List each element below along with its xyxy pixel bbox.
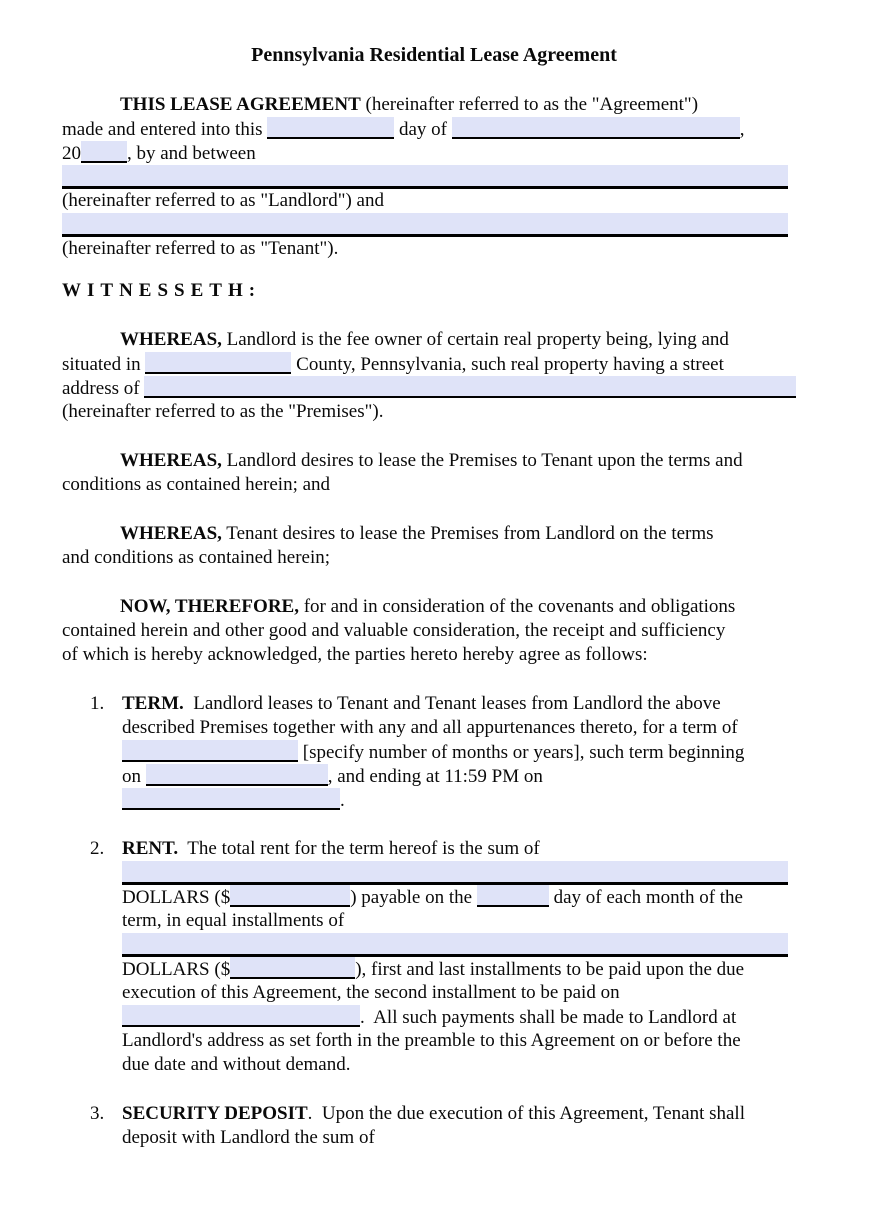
section-item-security-deposit: [62, 1102, 806, 1150]
text-run: (hereinafter referred to as "Tenant").: [62, 238, 339, 259]
text-run: situated in: [62, 354, 146, 375]
text-run: DOLLARS ($: [122, 959, 231, 980]
text-line: [62, 522, 806, 546]
text-run: on: [122, 766, 146, 787]
text-run: , and ending at 11:59 PM on: [327, 766, 543, 787]
item-number: 1.: [90, 693, 105, 714]
text-run: made and entered into this: [62, 119, 268, 140]
text-run: for and in consideration of the covenants and obligations: [298, 596, 736, 617]
text-line: [62, 213, 806, 237]
text-line: [122, 909, 806, 933]
text-run: THIS LEASE AGREEMENT: [120, 94, 361, 115]
text-line: [62, 400, 806, 424]
text-line: [62, 93, 806, 117]
text-run: SECURITY DEPOSIT: [122, 1103, 308, 1124]
text-line: [122, 1126, 806, 1150]
text-run: [specify number of months or years], such term beginning: [298, 742, 745, 763]
text-line: [122, 764, 806, 788]
text-run: of which is hereby acknowledged, the parties hereto hereby agree as follows:: [62, 644, 648, 665]
text-run: Landlord's address as set forth in the preamble to this Agreement on or before the: [122, 1030, 741, 1051]
paragraph-preamble: [62, 93, 806, 261]
text-line: [122, 1053, 806, 1077]
text-line: [62, 595, 806, 619]
text-run: day of: [394, 119, 452, 140]
text-run: contained herein and other good and valuable consideration, the receipt and sufficiency: [62, 620, 726, 641]
text-line: [122, 788, 806, 812]
fill-blank-field[interactable]: [230, 885, 350, 907]
text-line: [122, 957, 806, 981]
paragraph-whereas-tenant: [62, 522, 806, 570]
text-line: [62, 546, 806, 570]
text-run: . All such payments shall be made to Landlord at: [360, 1007, 737, 1028]
text-run: WHEREAS,: [120, 329, 222, 350]
text-line: [62, 376, 806, 400]
item-body: [122, 1102, 806, 1150]
item-body: [122, 692, 806, 812]
text-line: [62, 643, 806, 667]
fill-blank-field[interactable]: [144, 376, 796, 398]
item-body: [122, 837, 806, 1077]
text-run: deposit with Landlord the sum of: [122, 1127, 375, 1148]
text-line: [62, 449, 806, 473]
text-line: [62, 619, 806, 643]
item-number: 3.: [90, 1103, 105, 1124]
paragraph-whereas-owner: [62, 328, 806, 424]
text-run: ) payable on the: [350, 887, 477, 908]
text-run: , by and between: [127, 143, 256, 164]
text-run: Landlord is the fee owner of certain real property being, lying and: [221, 329, 729, 350]
text-line: [62, 117, 806, 141]
section-item-rent: [62, 837, 806, 1077]
text-run: .: [340, 790, 345, 811]
text-line: [122, 837, 806, 861]
text-line: [62, 352, 806, 376]
text-run: ), first and last installments to be paid upon the due: [355, 959, 745, 980]
paragraph-now-therefore: [62, 595, 806, 667]
text-line: [62, 328, 806, 352]
text-run: WHEREAS,: [120, 523, 222, 544]
text-run: (hereinafter referred to as "Landlord") and: [62, 190, 384, 211]
text-run: County, Pennsylvania, such real property having a street: [291, 354, 724, 375]
text-line: [122, 933, 806, 957]
fill-blank-field[interactable]: [230, 957, 355, 979]
fill-blank-field[interactable]: [145, 352, 291, 374]
section-item-term: [62, 692, 806, 812]
fill-blank-line[interactable]: [122, 933, 788, 957]
text-run: execution of this Agreement, the second installment to be paid on: [122, 982, 620, 1003]
text-line: [122, 861, 806, 885]
text-line: [62, 189, 806, 213]
text-run: address of: [62, 378, 145, 399]
fill-blank-line[interactable]: [62, 213, 788, 237]
text-run: and conditions as contained herein;: [62, 547, 331, 568]
text-run: (hereinafter referred to as the "Premises").: [62, 401, 384, 422]
text-run: . Upon the due execution of this Agreement, Tenant shall: [307, 1103, 745, 1124]
document-title: Pennsylvania Residential Lease Agreement: [251, 44, 617, 66]
document-body: [62, 93, 806, 1150]
text-run: TERM.: [122, 693, 184, 714]
text-run: Tenant desires to lease the Premises from Landlord on the terms: [221, 523, 714, 544]
text-run: ,: [739, 119, 745, 140]
fill-blank-field[interactable]: [122, 740, 298, 762]
text-line: [122, 692, 806, 716]
text-line: [62, 165, 806, 189]
text-line: [62, 141, 806, 165]
text-line: [122, 1029, 806, 1053]
text-run: 20: [62, 143, 81, 164]
text-line: [122, 716, 806, 740]
text-run: conditions as contained herein; and: [62, 474, 331, 495]
text-run: DOLLARS ($: [122, 887, 231, 908]
fill-blank-field[interactable]: [81, 141, 127, 163]
fill-blank-field[interactable]: [452, 117, 740, 139]
text-run: Landlord desires to lease the Premises to Tenant upon the terms and: [221, 450, 743, 471]
fill-blank-line[interactable]: [122, 861, 788, 885]
text-run: RENT.: [122, 838, 179, 859]
fill-blank-field[interactable]: [146, 764, 328, 786]
text-line: [122, 981, 806, 1005]
text-run: term, in equal installments of: [122, 910, 345, 931]
text-run: NOW, THEREFORE,: [120, 596, 299, 617]
text-run: WHEREAS,: [120, 450, 222, 471]
text-run: (hereinafter referred to as the "Agreement"): [360, 94, 699, 115]
text-line: [62, 237, 806, 261]
fill-blank-field[interactable]: [122, 788, 340, 810]
fill-blank-field[interactable]: [477, 885, 549, 907]
text-run: Landlord leases to Tenant and Tenant leases from Landlord the above: [183, 693, 721, 714]
text-line: [122, 1102, 806, 1126]
text-run: The total rent for the term hereof is the sum of: [178, 838, 540, 859]
item-number: 2.: [90, 838, 105, 859]
text-line: [122, 885, 806, 909]
fill-blank-field[interactable]: [267, 117, 394, 139]
fill-blank-line[interactable]: [62, 165, 788, 189]
witnesseth-heading: WITNESSETH:: [62, 280, 262, 301]
fill-blank-field[interactable]: [122, 1005, 360, 1027]
text-run: described Premises together with any and all appurtenances thereto, for a term of: [122, 717, 738, 738]
text-line: [122, 740, 806, 764]
text-run: due date and without demand.: [122, 1054, 351, 1075]
text-line: [62, 473, 806, 497]
text-line: [122, 1005, 806, 1029]
text-run: day of each month of the: [548, 887, 743, 908]
paragraph-whereas-landlord: [62, 449, 806, 497]
